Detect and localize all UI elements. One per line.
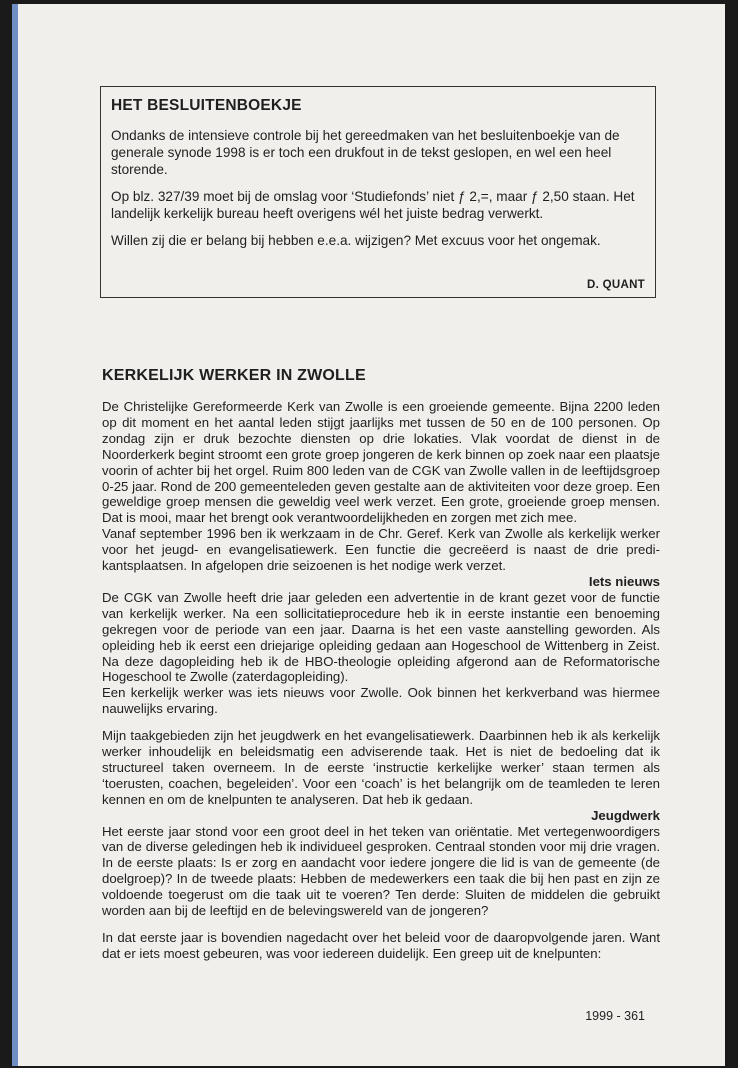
notice-title: HET BESLUITENBOEKJE: [111, 97, 302, 114]
page-number: 1999 - 361: [585, 1009, 645, 1023]
article-paragraph: Mijn taakgebieden zijn het jeugdwerk en het evangelisatiewerk. Daarbinnen heb ik als kerkelijk werker inhoudelijk en beleidsmatig een adviserende taak. Het is niet de bedoeling dat ik structureel taken overneem. In de eerste ‘instructie kerkelijke werker’ staan termen als ‘toerusten, coachen, begeleiden’. Voor een ‘coach’ is het belangrijk om de teamleden te leren kennen en om de knelpunten te analyseren. Dat heb ik gedaan.: [102, 728, 660, 807]
notice-signature: D. QUANT: [587, 279, 645, 291]
notice-paragraph: Ondanks de intensieve controle bij het gereedmaken van het besluitenboekje van de generale synode 1998 is er toch een drukfout in de tekst geslopen, en wel een heel storende.: [111, 128, 620, 177]
notice-paragraph: Op blz. 327/39 moet bij de omslag voor ‘Studiefonds’ niet ƒ 2,=, maar ƒ 2,50 staan. Het landelijk kerkelijk bureau heeft overigens wél het juiste bedrag verwerkt.: [111, 189, 635, 221]
page-sheet: [12, 4, 725, 1066]
article-title: KERKELIJK WERKER IN ZWOLLE: [102, 367, 366, 384]
article-paragraph: Een kerkelijk werker was iets nieuws voor Zwolle. Ook binnen het kerkverband was hiermee nauwelijks ervaring.: [102, 685, 660, 717]
notice-box: [100, 86, 656, 298]
article-paragraph: In dat eerste jaar is bovendien nagedacht over het beleid voor de daaropvolgende jaren. Want dat er iets moest gebeuren, was voor iedereen duidelijk. Een greep uit de knelpunten:: [102, 930, 660, 961]
subheading: Jeugdwerk: [591, 807, 660, 823]
article-paragraph: Vanaf september 1996 ben ik werkzaam in de Chr. Geref. Kerk van Zwolle als kerkelijk werker voor het jeugd- en evangelisatiewerk. Een functie die gecreëerd is naast de drie predikantsplaatsen. In afgelopen drie seizoenen is het nodige werk verzet.: [102, 526, 660, 574]
article: [102, 367, 660, 962]
article-paragraph: Het eerste jaar stond voor een groot deel in het teken van oriëntatie. Met vertegenwoordigers van de diverse geledingen heb ik individueel gesproken. Centraal stonden voor mij drie vragen. In de eerste plaats: Is er zorg en aandacht voor iedere jongere die lid is van de gemeente (de doelgroep)? In de tweede plaats: Hebben de medewerkers een taak die bij hen past en zijn ze voldoende toegerust om die taak uit te voeren? Ten derde: Sluiten de middelen die gebruikt worden aan bij de leeftijd en de belevingswereld van de jongeren?: [102, 823, 660, 919]
notice-paragraph: Willen zij die er belang bij hebben e.e.a. wijzigen? Met excuus voor het ongemak.: [111, 233, 601, 248]
article-paragraph: De Christelijke Gereformeerde Kerk van Zwolle is een groeiende gemeente. Bijna 2200 leden op dit moment en het aantal leden stijgt jaarlijks met tussen de 50 en de 100 personen. Op zondag zijn er druk bezochte diensten op drie lokaties. Vlak voordat de dienst in de Noorderkerk begint stroomt een grote groep jongeren de kerk binnen op zoek naar een plaatsje voorin of achter bij het orgel. Ruim 800 leden van de CGK van Zwolle vallen in de leeftijdsgroep 0-25 jaar. Rond de 200 gemeenteleden geven gestalte aan de aktiviteiten voor deze groep. Een geweldige groep mensen die geweldig veel werk verzet. Een grote, groeiende groep mensen. Dat is mooi, maar het brengt ook verantwoordelijkheden en zorgen met zich mee.: [102, 399, 660, 526]
article-paragraph: De CGK van Zwolle heeft drie jaar geleden een advertentie in de krant gezet voor de functie van kerkelijk werker. Na een sollicitatieprocedure heb ik in eerste instantie een benoeming gekregen voor de periode van een jaar. Daarna is het een vaste aanstelling geworden. Als opleiding heb ik eerst een driejarige opleiding gedaan aan Hogeschool de Wittenberg in Zeist. Na deze dagopleiding heb ik de HBO-theologie opleiding afgerond aan de Reformatorische Hogeschool te Zwolle (zaterdagopleiding).: [102, 589, 660, 685]
subheading: Iets nieuws: [588, 573, 660, 589]
